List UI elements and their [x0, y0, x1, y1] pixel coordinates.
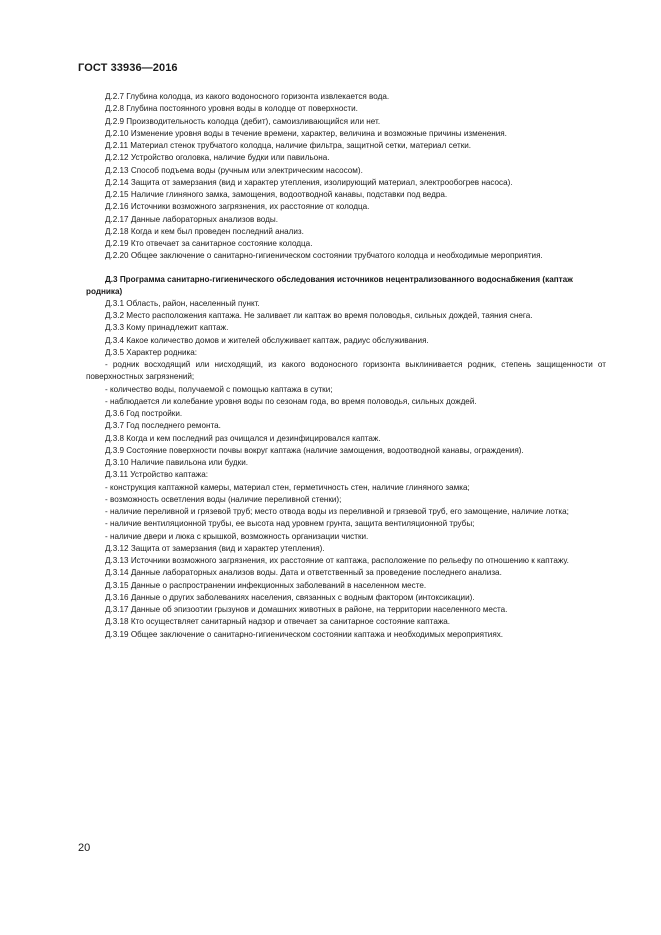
section-heading: Д.3 Программа санитарно-гигиенического обследования источников нецентрализованного водоснабжения (каптаж родника) — [86, 274, 573, 296]
paragraph: Д.3.12 Защита от замерзания (вид и характер утепления). — [105, 543, 325, 553]
paragraph: Д.2.10 Изменение уровня воды в течение времени, характер, величина и возможные причины изменения. — [105, 128, 507, 138]
paragraph: Д.2.13 Способ подъема воды (ручным или электрическим насосом). — [105, 165, 363, 175]
paragraph: Д.3.2 Место расположения каптажа. Не заливает ли каптаж во время половодья, сильных дождей, таяния снега. — [105, 311, 533, 321]
paragraph-group-d2 — [86, 91, 606, 263]
paragraph: Д.3.13 Источники возможного загрязнения, их расстояние от каптажа, расположение по рельефу по отношению к каптажу. — [105, 556, 569, 566]
paragraph: - наличие переливной и грязевой труб; место отвода воды из переливной и грязевой труб, его замощение, наличие лотка; — [105, 507, 569, 517]
paragraph: Д.2.11 Материал стенок трубчатого колодца, наличие фильтра, защитной сетки, материал сетки. — [105, 141, 472, 150]
paragraph: Д.2.15 Наличие глиняного замка, замощения, водоотводной канавы, подставки под ведра. — [105, 190, 448, 199]
paragraph: Д.3.16 Данные о других заболеваниях населения, связанных с водным фактором (интоксикации). — [105, 592, 475, 602]
paragraph: Д.3.4 Какое количество домов и жителей обслуживает каптаж, радиус обслуживания. — [105, 335, 429, 345]
paragraph: Д.2.12 Устройство оголовка, наличие будки или павильона. — [105, 153, 330, 163]
paragraph: Д.3.18 Кто осуществляет санитарный надзор и отвечает за санитарное состояние каптажа. — [105, 617, 451, 627]
paragraph: - родник восходящий или нисходящий, из какого водоносного горизонта выклинивается родник, степень защищенности от поверхностных загрязнений; — [86, 360, 606, 382]
paragraph: Д.3.3 Кому принадлежит каптаж. — [105, 323, 229, 333]
paragraph: - наличие вентиляционной трубы, ее высота над уровнем грунта, защита вентиляционной трубы; — [105, 519, 475, 529]
paragraph: - конструкция каптажной камеры, материал стен, герметичность стен, наличие глиняного замка; — [105, 482, 470, 492]
paragraph: Д.3.17 Данные об эпизоотии грызунов и домашних животных в районе, на территории населенного места. — [105, 605, 508, 615]
paragraph: Д.3.15 Данные о распространении инфекционных заболеваний в населенном месте. — [105, 580, 427, 590]
spacer — [86, 263, 606, 274]
paragraph: Д.3.11 Устройство каптажа: — [105, 470, 209, 480]
paragraph: Д.3.7 Год последнего ремонта. — [105, 421, 221, 431]
paragraph: Д.2.9 Производительность колодца (дебит), самоизливающийся или нет. — [105, 116, 381, 126]
paragraph: Д.3.1 Область, район, населенный пункт. — [105, 298, 260, 308]
paragraph: Д.3.5 Характер родника: — [105, 347, 197, 357]
paragraph: - возможность осветления воды (наличие переливной стенки); — [105, 494, 342, 504]
paragraph: Д.3.14 Данные лабораторных анализов воды. Дата и ответственный за проведение последнего анализа. — [105, 568, 502, 578]
paragraph: - наличие двери и люка с крышкой, возможность организации чистки. — [105, 531, 369, 541]
document-header: ГОСТ 33936—2016 — [78, 62, 178, 74]
paragraph: Д.3.19 Общее заключение о санитарно-гигиеническом состоянии каптажа и необходимых мероприятиях. — [105, 629, 504, 639]
paragraph: Д.3.8 Когда и кем последний раз очищался и дезинфицировался каптаж. — [105, 433, 381, 443]
paragraph: Д.2.16 Источники возможного загрязнения, их расстояние от колодца. — [105, 202, 370, 212]
paragraph: Д.3.10 Наличие павильона или будки. — [105, 458, 249, 468]
document-body — [86, 91, 606, 641]
paragraph: Д.3.6 Год постройки. — [105, 409, 183, 419]
paragraph: Д.2.19 Кто отвечает за санитарное состояние колодца. — [105, 239, 313, 248]
paragraph: Д.2.8 Глубина постоянного уровня воды в колодце от поверхности. — [105, 104, 358, 114]
paragraph: Д.2.17 Данные лабораторных анализов воды. — [105, 214, 278, 224]
paragraph: Д.2.18 Когда и кем был проведен последний анализ. — [105, 226, 304, 236]
paragraph: Д.3.9 Состояние поверхности почвы вокруг каптажа (наличие замощения, водоотводной канавы, ограждения). — [105, 445, 524, 455]
paragraph: Д.2.7 Глубина колодца, из какого водоносного горизонта извлекается вода. — [105, 92, 390, 101]
paragraph: Д.2.20 Общее заключение о санитарно-гигиеническом состоянии трубчатого колодца и необходимые мероприятия. — [105, 251, 543, 261]
paragraph: - количество воды, получаемой с помощью каптажа в сутки; — [105, 384, 333, 394]
paragraph: - наблюдается ли колебание уровня воды по сезонам года, во время половодья, сильных дождей. — [105, 396, 477, 406]
paragraph: Д.2.14 Защита от замерзания (вид и характер утепления, изолирующий материал, электрообогрев насоса). — [105, 177, 513, 187]
paragraph-group-d3 — [86, 298, 606, 641]
page-number: 20 — [78, 842, 91, 854]
